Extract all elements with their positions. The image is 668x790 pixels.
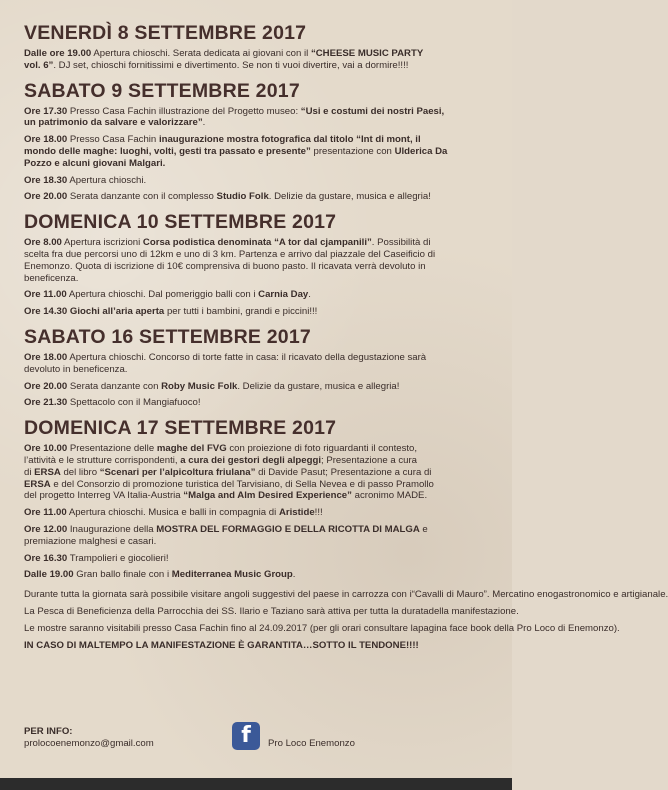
text-line — [24, 273, 508, 285]
bold-text: Ore 18.00 — [24, 351, 68, 363]
bold-text: maghe del FVG — [156, 443, 227, 455]
text-run: Inaugurazione della — [67, 523, 157, 535]
bold-text: Roby Music Folk — [161, 380, 238, 392]
program-entry — [24, 237, 508, 284]
program-entry — [24, 352, 508, 376]
bold-text: ERSA — [34, 466, 61, 478]
note-paragraph — [24, 640, 508, 652]
bottom-border — [0, 778, 512, 790]
text-run: beneficenza. — [24, 272, 79, 284]
bold-text: Aristide — [278, 507, 315, 519]
bold-text: Studio Folk — [216, 191, 269, 203]
text-run: Serata danzante con il complesso — [67, 191, 217, 203]
text-run: per tutti i bambini, grandi e piccini!!! — [164, 306, 318, 318]
day-section — [24, 326, 508, 409]
text-line — [24, 589, 412, 600]
contact-footer — [24, 722, 504, 772]
text-run: Presso Casa Fachin illustrazione del Progetto museo: — [67, 105, 301, 117]
text-run: !!! — [314, 507, 323, 519]
bold-text: Ore 21.30 — [24, 397, 68, 409]
text-run: Apertura chioschi. Dal pomeriggio balli con i — [66, 289, 259, 301]
bold-text: ERSA — [24, 478, 51, 490]
bold-text: Ore 18.00 — [24, 134, 68, 146]
bold-text: “Malga and Alm Desired Experience” — [183, 490, 352, 502]
text-line — [24, 569, 508, 581]
text-line — [24, 443, 508, 455]
text-run: Presentazione delle — [67, 443, 157, 455]
text-line — [429, 606, 519, 617]
text-run: scelta fra due percorsi uno di 12km e uno di 3 km. Partenza e arrivo dal piazzale del Caseificio di — [24, 248, 436, 260]
text-line — [24, 117, 508, 129]
text-run: . Delizie da gustare, musica e allegria! — [268, 191, 431, 203]
bold-text: vol. 6” — [24, 59, 54, 71]
text-line — [24, 352, 508, 364]
bold-text: Giochi all’aria aperta — [69, 306, 165, 318]
text-line — [24, 455, 508, 467]
program-entry — [24, 443, 508, 502]
text-run: ; Presentazione a cura — [321, 454, 417, 466]
text-run: e — [419, 523, 428, 535]
contact-email: prolocoenemonzo@gmail.com — [24, 738, 154, 749]
text-line — [24, 289, 508, 301]
text-run: Spettacolo con il Mangiafuoco! — [67, 397, 201, 409]
bold-text: Ore 12.00 — [24, 523, 68, 535]
text-run: . DJ set, chioschi fornitissimi e divertimento. Se non ti vuoi divertire, vai a dormire!!!! — [53, 59, 409, 71]
program-entry — [24, 289, 508, 301]
bold-text: Carnia Day — [258, 289, 309, 301]
text-line — [24, 553, 508, 565]
text-run: con proiezione di foto riguardanti il contesto, — [226, 443, 418, 455]
text-line — [24, 381, 508, 393]
text-line — [24, 191, 508, 203]
text-line — [24, 467, 508, 479]
text-line — [24, 479, 508, 491]
event-program — [24, 22, 508, 581]
program-entry — [24, 191, 508, 203]
day-heading: SABATO 16 SETTEMBRE 2017 — [24, 325, 311, 348]
text-line — [24, 237, 508, 249]
program-entry — [24, 569, 508, 581]
bold-text: Dalle 19.00 — [24, 569, 74, 581]
bold-text: Ore 8.00 — [24, 237, 62, 249]
program-entry — [24, 524, 508, 548]
text-run: pagina face book della Pro Loco di Enemonzo). — [418, 622, 620, 634]
text-line — [24, 134, 508, 146]
text-run: Le mostre saranno visitabili presso Casa Fachin fino al 24.09.2017 (per gli orari consultare la — [24, 622, 419, 634]
bold-text: MOSTRA DEL FORMAGGIO E DELLA RICOTTA DI MALGA — [156, 523, 420, 535]
per-info-label: PER INFO: — [24, 726, 73, 737]
day-section — [24, 22, 508, 72]
bold-text: Ore 11.00 — [24, 289, 67, 301]
bold-text: a cura dei gestori degli alpeggi — [180, 454, 321, 466]
text-line — [24, 640, 419, 651]
text-run: di — [24, 466, 35, 478]
bold-text: Ulderica Da — [394, 145, 448, 157]
program-entry — [24, 397, 508, 409]
bold-text: Dalle ore 19.00 — [24, 48, 92, 59]
bold-text: inaugurazione mostra fotografica dal titolo “Int di mont, il — [158, 134, 421, 146]
text-line — [24, 536, 508, 548]
text-line — [412, 589, 668, 600]
text-run: acronimo MADE. — [351, 490, 428, 502]
text-run: . — [202, 117, 206, 129]
text-line — [24, 158, 508, 170]
bold-text: Ore 20.00 — [24, 380, 68, 392]
text-line — [24, 261, 508, 273]
text-run: Apertura chioschi. Musica e balli in compagnia di — [66, 507, 279, 519]
day-heading: VENERDÌ 8 SETTEMBRE 2017 — [24, 22, 307, 44]
general-notes — [24, 589, 668, 651]
text-run: Trampolieri e giocolieri! — [67, 552, 169, 564]
bold-text: Ore 18.30 — [24, 174, 68, 186]
note-paragraph — [24, 589, 668, 601]
program-entry — [24, 106, 508, 130]
bold-text: Mediterranea Music Group — [171, 569, 293, 581]
bold-text: “Usi e costumi dei nostri Paesi, — [300, 105, 445, 117]
text-run: Presso Casa Fachin — [67, 134, 159, 146]
text-run: Apertura chioschi. Concorso di torte fatte in casa: il ricavato della degustazione sarà — [67, 351, 427, 363]
bold-text: “CHEESE MUSIC PARTY — [310, 48, 424, 59]
program-entry — [24, 507, 508, 519]
text-line — [24, 397, 508, 409]
bold-text: Ore 20.00 — [24, 191, 68, 203]
bold-text: Ore 16.30 — [24, 552, 68, 564]
text-run: del progetto Interreg VA Italia-Austria — [24, 490, 184, 502]
text-run: presentazione con — [310, 145, 395, 157]
facebook-page-name: Pro Loco Enemonzo — [268, 738, 355, 749]
text-line — [24, 507, 508, 519]
text-run: La Pesca di Beneficienza della Parrocchia dei SS. Ilario e Taziano sarà attiva per tutta la durata — [24, 605, 429, 617]
text-line — [24, 306, 508, 318]
day-heading: SABATO 9 SETTEMBRE 2017 — [24, 79, 300, 102]
text-line — [24, 606, 429, 617]
program-entry — [24, 134, 508, 169]
text-run: . Delizie da gustare, musica e allegria! — [237, 380, 400, 392]
text-line — [24, 146, 508, 158]
text-run: . — [308, 289, 311, 301]
program-entry — [24, 381, 508, 393]
bold-text: un patrimonio da salvare e valorizzare” — [24, 117, 203, 129]
bold-text: mondo delle maghe: luoghi, volti, gesti tra passato e presente” — [24, 145, 311, 157]
bold-text: Pozzo e alcuni giovani Malgari. — [24, 157, 166, 169]
day-heading: DOMENICA 10 SETTEMBRE 2017 — [24, 211, 337, 234]
bold-text: “Scenari per l’alpicoltura friulana” — [99, 466, 256, 478]
bold-text: Corsa podistica denominata “A tor dal cjampanili” — [142, 237, 372, 249]
text-line — [24, 364, 508, 376]
text-run: e del Consorzio di promozione turistica del Tarvisiano, di Sella Nevea e di passo Pramollo — [50, 478, 434, 490]
text-run: Durante tutta la giornata sarà possibile visitare angoli suggestivi del paese in carrozza con i — [24, 589, 412, 601]
text-line — [24, 60, 508, 72]
day-section — [24, 417, 508, 581]
text-run: del libro — [60, 466, 100, 478]
text-run: Apertura iscrizioni — [61, 237, 143, 249]
bold-text: Ore 17.30 — [24, 105, 68, 117]
program-entry — [24, 48, 508, 72]
text-line — [24, 524, 508, 536]
text-line — [24, 48, 508, 60]
text-line — [24, 490, 508, 502]
bold-text: Ore 11.00 — [24, 507, 67, 519]
note-paragraph — [24, 605, 519, 618]
text-run: premiazione malghesi e casari. — [24, 535, 157, 547]
text-line — [418, 623, 620, 634]
day-section — [24, 211, 508, 318]
text-run: l’attività e le strutture corrispondenti, — [24, 454, 181, 466]
text-run: Serata danzante con — [67, 380, 162, 392]
text-run: Apertura chioschi. Serata dedicata ai giovani con il — [91, 48, 311, 59]
text-run: della manifestazione. — [428, 605, 519, 617]
text-line — [24, 249, 508, 261]
text-line — [24, 106, 508, 118]
facebook-icon: f — [232, 722, 260, 750]
note-paragraph — [24, 622, 620, 635]
text-run: Apertura chioschi. — [67, 174, 147, 186]
text-run: devoluto in beneficenza. — [24, 363, 128, 375]
day-section — [24, 80, 508, 204]
text-run: . Possibilità di — [371, 237, 431, 249]
text-run: Gran ballo finale con i — [73, 569, 172, 581]
text-run: “Cavalli di Mauro”. Mercatino enogastronomico e artigianale. — [411, 589, 668, 601]
text-run: Enemonzo. Quota di iscrizione di 10€ comprensiva di buono pasto. Il ricavata verrà devoluto in — [24, 260, 426, 272]
day-heading: DOMENICA 17 SETTEMBRE 2017 — [24, 417, 337, 440]
text-line — [24, 175, 508, 187]
text-run: di Davide Pasut; Presentazione a cura di — [255, 466, 432, 478]
text-run: . — [292, 569, 296, 581]
bold-text: Ore 10.00 — [24, 443, 68, 455]
text-line — [24, 623, 418, 634]
program-entry — [24, 175, 508, 187]
bold-text: IN CASO DI MALTEMPO LA MANIFESTAZIONE È GARANTITA…SOTTO IL TENDONE!!!! — [24, 639, 419, 651]
program-entry — [24, 553, 508, 565]
program-entry — [24, 306, 508, 318]
bold-text: Ore 14.30 — [24, 306, 68, 318]
